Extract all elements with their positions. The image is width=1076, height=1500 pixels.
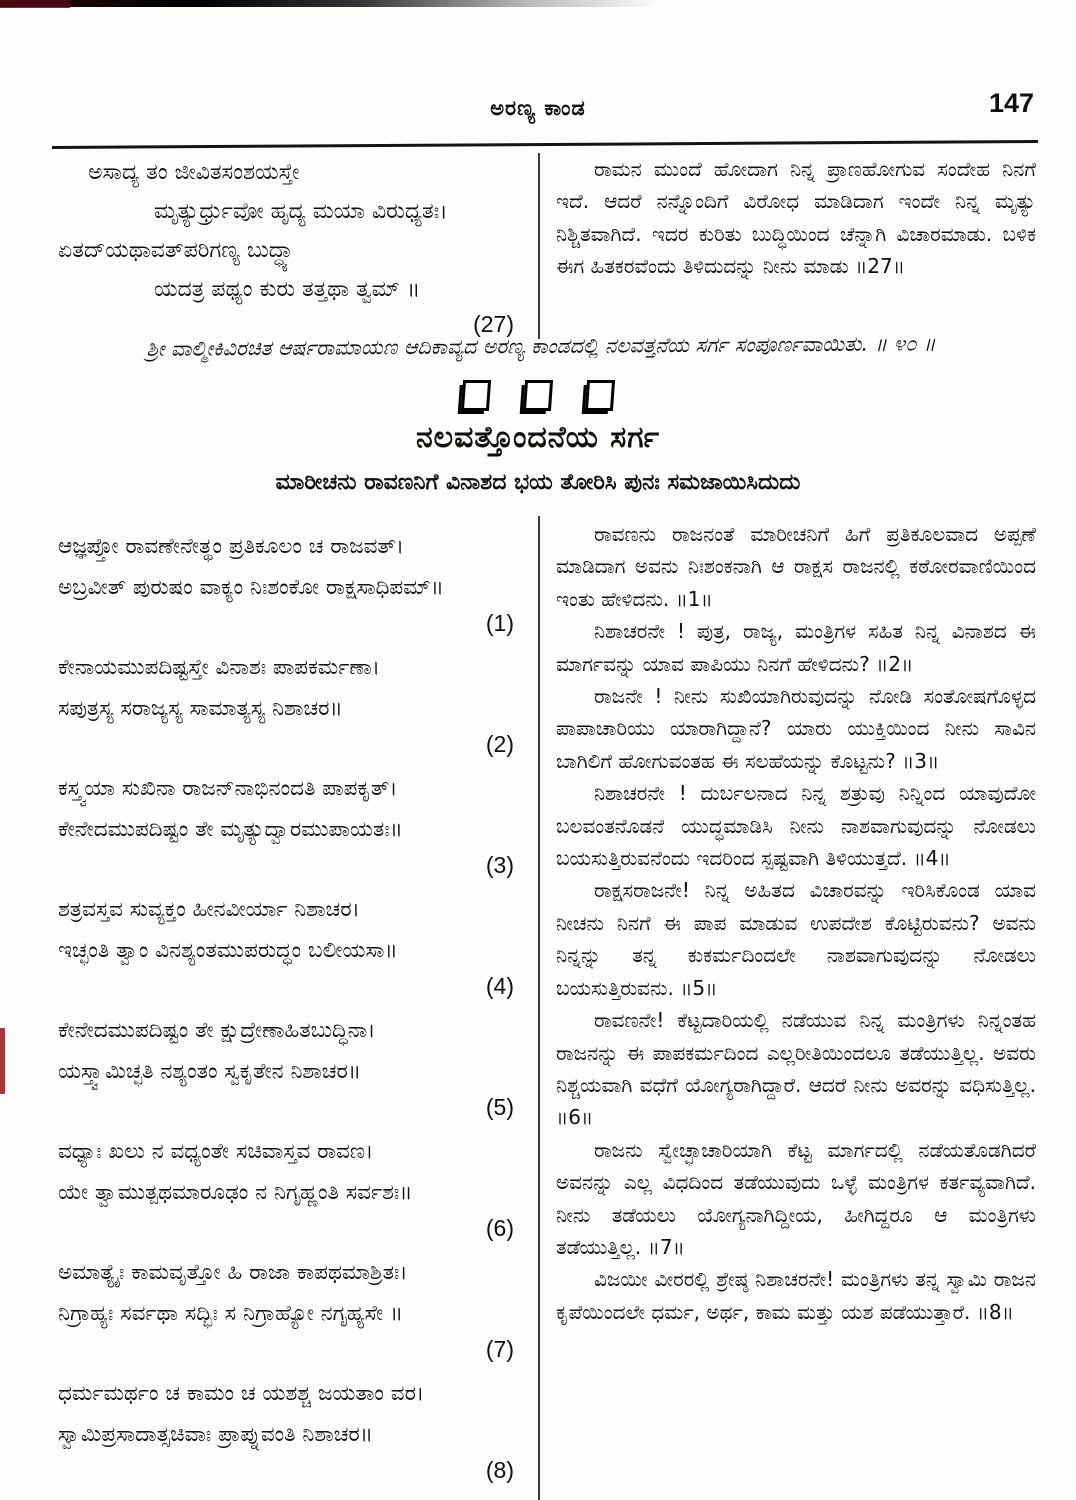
verse-line: ಇಚ್ಛಂತಿ ತ್ವಾಂ ವಿನಶ್ಯಂತಮುಪರುದ್ಧಂ ಬಲೀಯಸಾ॥: [58, 938, 398, 963]
closing-verse-column: [58, 153, 540, 339]
verse-number: (5): [485, 1094, 514, 1120]
translation-paragraph: ರಾಮನ ಮುಂದೆ ಹೋದಾಗ ನಿನ್ನ ಪ್ರಾಣಹೋಗುವ ಸಂದೇಹ ನಿನಗೆ ಇದೆ. ಆದರೆ ನನ್ನೊಂದಿಗೆ ವಿರೋಧ ಮಾಡಿದಾಗ ಇಂದೇ ನಿನ್ನ ಮೃತ್ಯು ನಿಶ್ಚಿತವಾಗಿದೆ. ಇದರ ಕುರಿತು ಬುದ್ಧಿಯಿಂದ ಚೆನ್ನಾಗಿ ವಿಚಾರಮಾಡು. ಬಳಿಕ ಈಗ ಹಿತಕರವೆಂದು ತಿಳಿದುದನ್ನು ನೀನು ಮಾಡು ॥27॥: [556, 157, 1036, 279]
square-ornament: [461, 380, 491, 411]
verse-block: [58, 1373, 528, 1485]
translation-paragraph: ರಾಜನೇ ! ನೀನು ಸುಖಿಯಾಗಿರುವುದನ್ನು ನೋಡಿ ಸಂತೋಷಗೊಳ್ಳದ ಪಾಪಾಚಾರಿಯು ಯಾರಾಗಿದ್ದಾನೆ? ಯಾರು ಯುಕ್ತಿಯಿಂದ ನೀನು ಸಾವಿನ ಬಾಗಿಲಿಗೆ ಹೋಗುವಂತಹ ಈ ಸಲಹೆಯನ್ನು ಕೊಟ್ಟನು? ॥3॥: [556, 684, 1036, 773]
verse-line: ಕಸ್ತ್ವಯಾ ಸುಖಿನಾ ರಾಜನ್‌ನಾಭಿನಂದತಿ ಪಾಪಕೃತ್।: [58, 776, 398, 801]
verse-number: (2): [485, 731, 514, 757]
verse-line: ಆಜ್ಞಪ್ತೋ ರಾವಣೇನೇತ್ಥಂ ಪ್ರತಿಕೂಲಂ ಚ ರಾಜವತ್।: [58, 534, 404, 559]
verse-line: ಸಪುತ್ರಸ್ಯ ಸರಾಜ್ಯಸ್ಯ ಸಾಮಾತ್ಯಸ್ಯ ನಿಶಾಚರ॥: [58, 696, 343, 721]
chapter-subtitle: ಮಾರೀಚನು ರಾವಣನಿಗೆ ವಿನಾಶದ ಭಯ ತೋರಿಸಿ ಪುನಃ ಸಮಜಾಯಿಸಿದುದು: [275, 470, 801, 495]
verse-number: (3): [485, 852, 514, 878]
verse-line: ಅಮಾತ್ಯೈಃ ಕಾಮವೃತ್ತೋ ಹಿ ರಾಜಾ ಕಾಪಥಮಾಶ್ರಿತಃ।: [58, 1260, 408, 1285]
page-number: 147: [988, 88, 1034, 118]
translation-paragraph: ನಿಶಾಚರನೇ ! ಪುತ್ರ, ರಾಜ್ಯ, ಮಂತ್ರಿಗಳ ಸಹಿತ ನಿನ್ನ ವಿನಾಶದ ಈ ಮಾರ್ಗವನ್ನು ಯಾವ ಪಾಪಿಯು ನಿನಗೆ ಹೇಳಿದನು? ॥2॥: [556, 619, 1036, 676]
verse-number: (27): [473, 311, 514, 337]
ornament-squares: [0, 380, 1076, 411]
scan-artifact-top-bar: [0, 0, 660, 7]
scan-artifact-red-dash: [0, 1028, 5, 1094]
verse-line: ವಧ್ಯಾಃ ಖಲು ನ ವಧ್ಯಂತೇ ಸಚಿವಾಸ್ತವ ರಾವಣ।: [58, 1139, 374, 1164]
verse-line: ನಿಗ್ರಾಹ್ಯಃ ಸರ್ವಥಾ ಸದ್ಭಿಃ ಸ ನಿಗ್ರಾಹ್ಯೋ ನಗೃಹ್ಯಸೇ ॥: [58, 1301, 404, 1326]
verse-block: [58, 1131, 528, 1243]
sanskrit-verse-column: [58, 516, 540, 1500]
verse-number: (1): [485, 610, 514, 636]
verse-number: (7): [485, 1336, 514, 1362]
verse-number: (4): [485, 973, 514, 999]
square-ornament: [585, 380, 615, 411]
verse-number: (6): [485, 1215, 514, 1241]
translation-paragraph: ರಾವಣನು ರಾಜನಂತೆ ಮಾರೀಚನಿಗೆ ಹಿಗೆ ಪ್ರತಿಕೂಲವಾದ ಅಪ್ಪಣೆ ಮಾಡಿದಾಗ ಅವನು ನಿಃಶಂಕನಾಗಿ ಆ ರಾಕ್ಷಸ ರಾಜನಲ್ಲಿ ಕಠೋರವಾಣಿಯಿಂದ ಇಂತು ಹೇಳಿದನು. ॥1॥: [556, 522, 1036, 611]
closing-translation-column: [540, 153, 1036, 339]
verse-line: ಮೃತ್ಯುರ್ಧ್ರುವೋ ಹೃದ್ಯ ಮಯಾ ವಿರುಧ್ಯತಃ।: [154, 199, 448, 224]
verse-block: [58, 526, 528, 638]
verse-line: ಅಸಾದ್ಯ ತಂ ಜೀವಿತಸಂಶಯಸ್ತೇ: [88, 160, 300, 185]
verse-block: [58, 889, 528, 1001]
running-header-title: ಅರಣ್ಯ ಕಾಂಡ: [490, 96, 586, 120]
verse-block: [58, 1010, 528, 1122]
verse-block: [58, 647, 528, 759]
translation-paragraph: ರಾಕ್ಷಸರಾಜನೇ! ನಿನ್ನ ಅಹಿತದ ವಿಚಾರವನ್ನು ಇರಿಸಿಕೊಂಡ ಯಾವ ನೀಚನು ನಿನಗೆ ಈ ಪಾಪ ಮಾಡುವ ಉಪದೇಶ ಕೊಟ್ಟಿರುವನು? ಅವನು ನಿನ್ನನ್ನು ತನ್ನ ಕುಕರ್ಮದಿಂದಲೇ ನಾಶವಾಗುವುದನ್ನು ನೋಡಲು ಬಯಸುತ್ತಿರುವನು. ॥5॥: [556, 878, 1036, 1000]
verse-block: [58, 1252, 528, 1364]
sarga-colophon: ಶ್ರೀ ವಾಲ್ಮೀಕಿವಿರಚಿತ ಆರ್ಷರಾಮಾಯಣ ಆದಿಕಾವ್ಯದ ಅರಣ್ಯ ಕಾಂಡದಲ್ಲಿ ನಲವತ್ತನೆಯ ಸರ್ಗ ಸಂಪೂರ್ಣವಾಯಿತು. ॥ ೪೦ ॥: [146, 331, 936, 361]
kannada-translation-column: [540, 516, 1036, 1500]
verse-line: ಏತದ್‌ಯಥಾವತ್‌ಪರಿಗಣ್ಯ ಬುದ್ಧ್ಯಾ: [58, 238, 297, 263]
closing-verse-section: [58, 153, 1036, 339]
verse-line: ಸ್ವಾಮಿಪ್ರಸಾದಾತ್ಸಚಿವಾಃ ಪ್ರಾಪ್ನುವಂತಿ ನಿಶಾಚರ॥: [58, 1422, 373, 1447]
translation-paragraph: ನಿಶಾಚರನೇ ! ದುರ್ಬಲನಾದ ನಿನ್ನ ಶತ್ರುವು ನಿನ್ನಿಂದ ಯಾವುದೋ ಬಲವಂತನೊಡನೆ ಯುದ್ಧಮಾಡಿಸಿ ನೀನು ನಾಶವಾಗುವುದನ್ನು ನೋಡಲು ಬಯಸುತ್ತಿರುವನೆಂದು ಇದರಿಂದ ಸ್ಪಷ್ಟವಾಗಿ ತಿಳಿಯುತ್ತದೆ. ॥4॥: [556, 781, 1036, 871]
square-ornament: [523, 380, 553, 411]
translation-paragraph: ರಾವಣನೇ! ಕೆಟ್ಟದಾರಿಯಲ್ಲಿ ನಡೆಯುವ ನಿನ್ನ ಮಂತ್ರಿಗಳು ನಿನ್ನಂತಹ ರಾಜನನ್ನು ಈ ಪಾಪಕರ್ಮದಿಂದ ಎಲ್ಲರೀತಿಯಿಂದಲೂ ತಡೆಯುತ್ತಿಲ್ಲ. ಅವರು ನಿಶ್ಚಯವಾಗಿ ವಧೆಗೆ ಯೋಗ್ಯರಾಗಿದ್ದಾರೆ. ಆದರೆ ನೀನು ಅವರನ್ನು ವಧಿಸುತ್ತಿಲ್ಲ. ॥6॥: [556, 1008, 1036, 1130]
verse-line: ಕೇನಾಯಮುಪದಿಷ್ಟಸ್ತೇ ವಿನಾಶಃ ಪಾಪಕರ್ಮಣಾ।: [58, 655, 380, 680]
verse-number: (8): [485, 1457, 514, 1483]
verse-line: ಕೇನೇದಮುಪದಿಷ್ಟಂ ತೇ ಕ್ಷುದ್ರೇಣಾಹಿತಬುದ್ಧಿನಾ।: [58, 1018, 376, 1043]
header-rule: [52, 140, 1038, 149]
verse-line: ಕೇನೇದಮುಪದಿಷ್ಟಂ ತೇ ಮೃತ್ಯುದ್ವಾರಮುಪಾಯತಃ॥: [58, 817, 403, 842]
verse-line: ಯಸ್ತ್ವಾಮಿಚ್ಛತಿ ನಶ್ಯಂತಂ ಸ್ವಕೃತೇನ ನಿಶಾಚರ॥: [58, 1059, 361, 1084]
scan-artifact-red-tint: [0, 0, 70, 8]
verse-block: [58, 768, 528, 880]
verse-line: ಯದತ್ರ ಪಥ್ಯಂ ಕುರು ತತ್ತಥಾ ತ್ವಮ್ ॥: [154, 277, 421, 302]
verse-line: ಅಬ್ರವೀತ್ ಪುರುಷಂ ವಾಕ್ಯಂ ನಿಃಶಂಕೋ ರಾಕ್ಷಸಾಧಿಪಮ್॥: [58, 575, 444, 600]
chapter-body-section: [58, 516, 1036, 1500]
translation-paragraph: ರಾಜನು ಸ್ವೇಚ್ಛಾಚಾರಿಯಾಗಿ ಕೆಟ್ಟ ಮಾರ್ಗದಲ್ಲಿ ನಡೆಯತೊಡಗಿದರೆ ಅವನನ್ನು ಎಲ್ಲ ವಿಧದಿಂದ ತಡೆಯುವುದು ಒಳ್ಳೆ ಮಂತ್ರಿಗಳ ಕರ್ತವ್ಯವಾಗಿದೆ. ನೀನು ತಡೆಯಲು ಯೋಗ್ಯನಾಗಿದ್ದೀಯ, ಹೀಗಿದ್ದರೂ ಆ ಮಂತ್ರಿಗಳು ತಡೆಯುತ್ತಿಲ್ಲ. ॥7॥: [556, 1137, 1036, 1259]
verse-line: ಶತ್ರವಸ್ತವ ಸುವ್ಯಕ್ತಂ ಹೀನವೀರ್ಯಾ ನಿಶಾಚರ।: [58, 897, 360, 922]
verse-line: ಯೇ ತ್ವಾಮುತ್ಪಥಮಾರೂಢಂ ನ ನಿಗೃಹ್ಣಂತಿ ಸರ್ವಶಃ॥: [58, 1180, 413, 1205]
translation-paragraph: ವಿಜಯೀ ವೀರರಲ್ಲಿ ಶ್ರೇಷ್ಠ ನಿಶಾಚರನೇ! ಮಂತ್ರಿಗಳು ತನ್ನ ಸ್ವಾಮಿ ರಾಜನ ಕೃಪೆಯಿಂದಲೇ ಧರ್ಮ, ಅರ್ಥ, ಕಾಮ ಮತ್ತು ಯಶ ಪಡೆಯುತ್ತಾರೆ. ॥8॥: [556, 1267, 1036, 1324]
verse-line: ಧರ್ಮಮರ್ಥಂ ಚ ಕಾಮಂ ಚ ಯಶಶ್ಚ ಜಯತಾಂ ವರ।: [58, 1381, 425, 1406]
chapter-title: ನಲವತ್ತೊಂದನೆಯ ಸರ್ಗ: [415, 420, 661, 455]
